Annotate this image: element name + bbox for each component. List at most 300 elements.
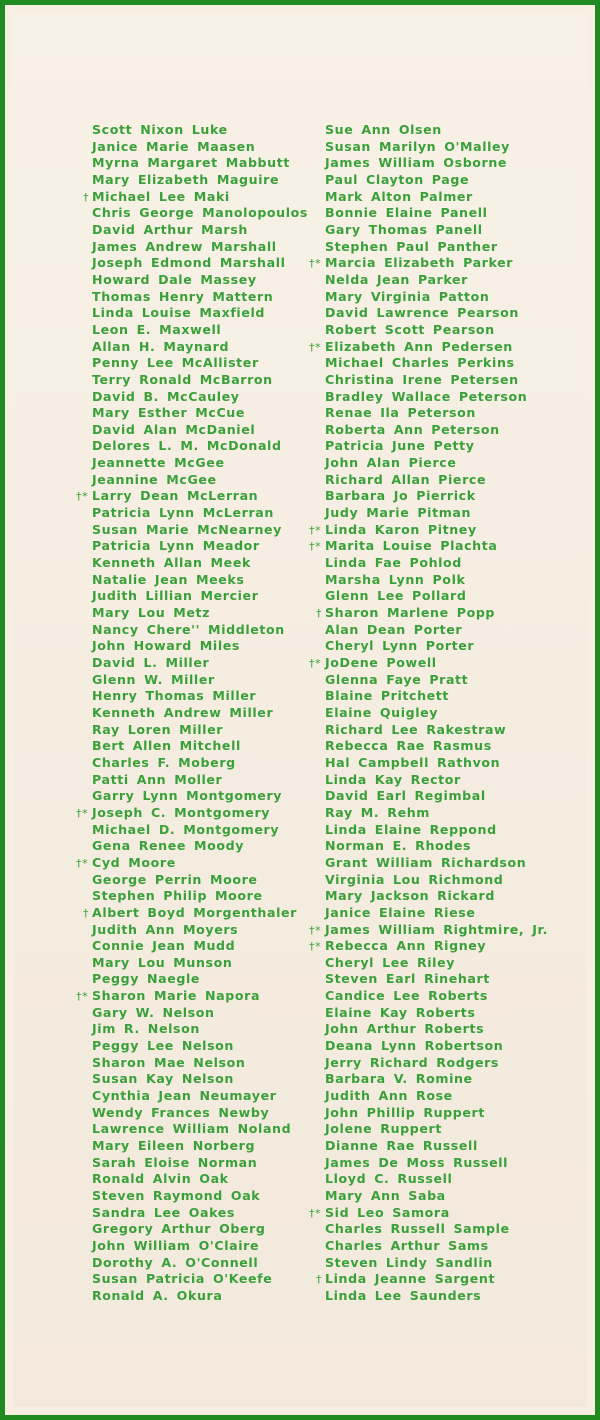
person-name: Connie Jean Mudd: [92, 938, 236, 954]
person-name: Natalie Jean Meeks: [92, 571, 245, 587]
person-name: Marsha Lynn Polk: [325, 571, 466, 587]
name-entry: [92, 1221, 308, 1238]
person-name: Glenna Faye Pratt: [325, 671, 469, 687]
name-list-left: [76, 122, 309, 1305]
name-entry: [92, 588, 308, 605]
person-name: Cyd Moore: [92, 854, 176, 870]
name-entry: [92, 605, 308, 622]
person-name: Albert Boyd Morgenthaler: [92, 904, 297, 920]
name-entry: [325, 988, 548, 1005]
name-entry: [325, 738, 548, 755]
name-entry: [325, 1138, 548, 1155]
name-entry: [325, 222, 548, 239]
person-name: David B. McCauley: [92, 388, 240, 404]
person-name: Kenneth Allan Meek: [92, 555, 251, 571]
person-name: Deana Lynn Robertson: [325, 1038, 504, 1054]
name-entry: [92, 1038, 308, 1055]
person-name: James William Osborne: [325, 155, 508, 171]
name-entry: [325, 971, 548, 988]
name-entry: [325, 1171, 548, 1188]
person-name: Paul Clayton Page: [325, 171, 470, 187]
person-name: Michael D. Montgomery: [92, 821, 280, 837]
name-entry: [92, 538, 308, 555]
name-entry: [325, 505, 548, 522]
name-entry: [92, 372, 308, 389]
person-name: Linda Elaine Reppond: [325, 821, 497, 837]
name-entry: [325, 755, 548, 772]
name-entry: [309, 521, 548, 539]
person-name: James Andrew Marshall: [92, 238, 277, 254]
person-name: Cynthia Jean Neumayer: [92, 1088, 277, 1104]
person-name: Elaine Quigley: [325, 704, 439, 720]
person-name: Joseph Edmond Marshall: [92, 255, 286, 271]
name-entry: [92, 555, 308, 572]
name-entry: [83, 188, 308, 206]
person-name: Patricia June Petty: [325, 438, 475, 454]
name-entry: [92, 205, 308, 222]
name-entry: [325, 1105, 548, 1122]
person-name: Nancy Chere'' Middleton: [92, 621, 285, 637]
name-entry: [92, 1288, 308, 1305]
honor-marker: †*: [309, 940, 322, 954]
person-name: Patti Ann Moller: [92, 771, 223, 787]
person-name: Gregory Arthur Oberg: [92, 1221, 266, 1237]
name-entry: [309, 1204, 548, 1222]
person-name: Ronald Alvin Oak: [92, 1171, 229, 1187]
name-entry: [325, 1055, 548, 1072]
person-name: Linda Kay Rector: [325, 771, 461, 787]
name-entry: [92, 1188, 308, 1205]
person-name: Michael Lee Maki: [92, 188, 230, 204]
person-name: Charles F. Moberg: [92, 754, 236, 770]
person-name: Glenn Lee Pollard: [325, 588, 467, 604]
honor-marker: †*: [309, 540, 322, 554]
name-entry: [325, 855, 548, 872]
person-name: George Perrin Moore: [92, 871, 258, 887]
name-entry: [325, 955, 548, 972]
name-entry: [92, 1088, 308, 1105]
person-name: Hal Campbell Rathvon: [325, 754, 501, 770]
name-entry: [92, 1138, 308, 1155]
name-entry: [92, 1055, 308, 1072]
person-name: John William O'Claire: [92, 1237, 260, 1253]
name-entry: [92, 888, 308, 905]
person-name: Gary W. Nelson: [92, 1004, 215, 1020]
honor-marker: †*: [76, 806, 89, 820]
person-name: Peggy Naegle: [92, 971, 201, 987]
name-entry: [325, 488, 548, 505]
name-entry: [92, 822, 308, 839]
name-entry: [325, 622, 548, 639]
person-name: Penny Lee McAllister: [92, 355, 259, 371]
person-name: Jeannette McGee: [92, 455, 225, 471]
honor-marker: †*: [309, 1206, 322, 1220]
person-name: Marcia Elizabeth Parker: [325, 255, 514, 271]
person-name: Virginia Lou Richmond: [325, 871, 504, 887]
name-entry: [325, 405, 548, 422]
name-entry: [325, 805, 548, 822]
name-entry: [325, 272, 548, 289]
name-entry: [325, 1088, 548, 1105]
person-name: JoDene Powell: [325, 655, 437, 670]
name-entry: [325, 1221, 548, 1238]
person-name: Rebecca Ann Rigney: [325, 938, 487, 954]
person-name: Susan Kay Nelson: [92, 1071, 234, 1087]
person-name: Ronald A. Okura: [92, 1287, 223, 1303]
person-name: David Lawrence Pearson: [325, 305, 519, 321]
person-name: David L. Miller: [92, 655, 210, 670]
name-entry: [92, 738, 308, 755]
person-name: James De Moss Russell: [325, 1154, 509, 1170]
person-name: Mary Virginia Patton: [325, 288, 490, 304]
name-entry: [325, 189, 548, 206]
name-entry: [325, 888, 548, 905]
person-name: Sarah Eloise Norman: [92, 1154, 258, 1170]
name-entry: [92, 1271, 308, 1288]
name-entry: [325, 422, 548, 439]
name-entry: [92, 772, 308, 789]
name-entry: [325, 1071, 548, 1088]
person-name: Sharon Marie Napora: [92, 988, 261, 1004]
honor-marker: †: [83, 190, 90, 204]
person-name: Wendy Frances Newby: [92, 1104, 270, 1120]
name-entry: [92, 622, 308, 639]
name-entry: [325, 122, 548, 139]
person-name: Chris George Manolopoulos: [92, 205, 309, 221]
name-entry: [92, 289, 308, 306]
person-name: Steven Lindy Sandlin: [325, 1254, 493, 1270]
name-entry: [325, 1238, 548, 1255]
person-name: John Phillip Ruppert: [325, 1104, 485, 1120]
person-name: Elizabeth Ann Pedersen: [325, 338, 513, 354]
person-name: Mary Eileen Norberg: [92, 1138, 256, 1154]
name-entry: [92, 389, 308, 406]
name-entry: [309, 255, 548, 272]
name-entry: [325, 688, 548, 705]
person-name: Scott Nixon Luke: [92, 122, 228, 137]
person-name: Linda Jeanne Sargent: [325, 1271, 496, 1287]
person-name: Mary Ann Saba: [325, 1188, 446, 1203]
person-name: Linda Fae Pohlod: [325, 555, 462, 571]
name-entry: [92, 272, 308, 289]
person-name: Nelda Jean Parker: [325, 271, 468, 287]
person-name: Garry Lynn Montgomery: [92, 788, 283, 804]
name-entry: [325, 638, 548, 655]
honor-marker: †*: [309, 523, 322, 537]
name-entry: [92, 1005, 308, 1022]
person-name: Robert Scott Pearson: [325, 321, 495, 337]
person-name: Sue Ann Olsen: [325, 122, 442, 137]
person-name: Joseph C. Montgomery: [92, 804, 271, 820]
name-entry: [92, 139, 308, 156]
name-entry: [92, 438, 308, 455]
name-entry: [325, 289, 548, 306]
person-name: Kenneth Andrew Miller: [92, 704, 274, 720]
name-entry: [325, 772, 548, 789]
name-entry: [325, 1255, 548, 1272]
person-name: Jolene Ruppert: [325, 1121, 442, 1137]
name-entry: [325, 172, 548, 189]
person-name: Myrna Margaret Mabbutt: [92, 155, 290, 171]
name-entry: [325, 722, 548, 739]
person-name: Bradley Wallace Peterson: [325, 388, 528, 404]
person-name: Christina Irene Petersen: [325, 371, 519, 387]
person-name: Michael Charles Perkins: [325, 355, 515, 371]
person-name: Terry Ronald McBarron: [92, 371, 273, 387]
name-entry: [76, 804, 308, 822]
person-name: Mary Jackson Rickard: [325, 888, 495, 904]
name-entry: [92, 572, 308, 589]
name-entry: [325, 838, 548, 855]
name-entry: [92, 1205, 308, 1222]
name-entry: [92, 688, 308, 705]
person-name: Gena Renee Moody: [92, 838, 245, 854]
person-name: Renae Ila Peterson: [325, 405, 476, 421]
honor-marker: †*: [309, 340, 322, 354]
name-entry: [325, 822, 548, 839]
name-entry: [309, 655, 548, 672]
person-name: Leon E. Maxwell: [92, 321, 222, 337]
person-name: Charles Arthur Sams: [325, 1237, 489, 1253]
person-name: Sandra Lee Oakes: [92, 1204, 236, 1220]
person-name: Susan Patricia O'Keefe: [92, 1271, 273, 1287]
name-entry: [325, 872, 548, 889]
person-name: Mary Elizabeth Maguire: [92, 171, 280, 187]
name-entry: [92, 1071, 308, 1088]
person-name: David Earl Regimbal: [325, 788, 486, 804]
person-name: Dianne Rae Russell: [325, 1138, 478, 1154]
person-name: John Arthur Roberts: [325, 1021, 485, 1037]
name-entry: [92, 505, 308, 522]
person-name: Dorothy A. O'Connell: [92, 1254, 259, 1270]
person-name: Richard Lee Rakestraw: [325, 721, 507, 737]
name-entry: [325, 239, 548, 256]
name-entry: [92, 722, 308, 739]
name-entry: [325, 1155, 548, 1172]
name-entry: [92, 838, 308, 855]
person-name: Barbara V. Romine: [325, 1071, 473, 1087]
name-entry: [325, 672, 548, 689]
name-entry: [325, 1121, 548, 1138]
person-name: Judith Ann Moyers: [92, 921, 239, 937]
name-entry: [92, 1121, 308, 1138]
name-entry: [92, 655, 308, 672]
name-entry: [325, 705, 548, 722]
name-entry: [92, 422, 308, 439]
person-name: Cheryl Lee Riley: [325, 954, 456, 970]
name-entry: [92, 672, 308, 689]
name-entry: [92, 1021, 308, 1038]
person-name: Gary Thomas Panell: [325, 221, 483, 237]
name-entry: [92, 705, 308, 722]
person-name: John Alan Pierce: [325, 455, 457, 471]
person-name: Allan H. Maynard: [92, 338, 230, 354]
name-entry: [92, 405, 308, 422]
person-name: Ray Loren Miller: [92, 721, 224, 737]
name-entry: [92, 938, 308, 955]
name-entry: [92, 355, 308, 372]
name-entry: [325, 139, 548, 156]
name-entry: [309, 921, 548, 939]
person-name: Stephen Paul Panther: [325, 238, 498, 254]
name-entry: [325, 372, 548, 389]
honor-marker: †*: [76, 490, 89, 504]
person-name: Sid Leo Samora: [325, 1204, 450, 1220]
person-name: David Alan McDaniel: [92, 421, 256, 437]
name-entry: [92, 522, 308, 539]
name-entry: [92, 1238, 308, 1255]
person-name: Marita Louise Plachta: [325, 538, 498, 554]
person-name: Steven Earl Rinehart: [325, 971, 490, 987]
honor-marker: †*: [76, 856, 89, 870]
name-entry: [309, 538, 548, 555]
person-name: Norman E. Rhodes: [325, 838, 472, 854]
name-entry: [309, 338, 548, 356]
person-name: Thomas Henry Mattern: [92, 288, 274, 304]
name-entry: [92, 155, 308, 172]
name-entry: [325, 555, 548, 572]
person-name: Charles Russell Sample: [325, 1221, 510, 1237]
person-name: Cheryl Lynn Porter: [325, 638, 475, 654]
name-entry: [92, 1171, 308, 1188]
person-name: Linda Louise Maxfield: [92, 305, 266, 321]
person-name: James William Rightmire, Jr.: [325, 921, 548, 937]
person-name: Stephen Philip Moore: [92, 888, 263, 904]
name-entry: [325, 588, 548, 605]
name-entry: [76, 854, 308, 872]
name-entry: [325, 355, 548, 372]
person-name: Susan Marilyn O'Malley: [325, 138, 510, 154]
name-entry: [325, 1021, 548, 1038]
name-entry: [92, 122, 308, 139]
name-entry: [325, 1005, 548, 1022]
name-entry: [92, 922, 308, 939]
name-entry: [92, 1155, 308, 1172]
name-entry: [325, 438, 548, 455]
person-name: Blaine Pritchett: [325, 688, 450, 704]
name-entry: [92, 255, 308, 272]
name-entry: [325, 905, 548, 922]
person-name: Lawrence William Noland: [92, 1121, 292, 1137]
name-entry: [325, 788, 548, 805]
name-entry: [92, 305, 308, 322]
person-name: Linda Lee Saunders: [325, 1287, 482, 1303]
name-entry: [92, 239, 308, 256]
name-entry: [309, 938, 548, 955]
person-name: Henry Thomas Miller: [92, 688, 257, 704]
person-name: John Howard Miles: [92, 638, 240, 654]
person-name: Grant William Richardson: [325, 854, 527, 870]
name-entry: [325, 305, 548, 322]
name-entry: [92, 339, 308, 356]
person-name: Jeannine McGee: [92, 471, 217, 487]
person-name: David Arthur Marsh: [92, 221, 248, 237]
name-list-right: [309, 122, 548, 1305]
name-entry: [76, 988, 308, 1005]
honor-marker: †: [83, 906, 90, 920]
person-name: Mary Esther McCue: [92, 405, 246, 421]
person-name: Patricia Lynn McLerran: [92, 505, 274, 521]
person-name: Ray M. Rehm: [325, 804, 431, 820]
name-entry: [325, 389, 548, 406]
honor-marker: †: [316, 607, 323, 621]
honor-marker: †*: [309, 923, 322, 937]
person-name: Larry Dean McLerran: [92, 488, 259, 504]
roster-page: [13, 13, 587, 1407]
person-name: Judith Lillian Mercier: [92, 588, 259, 604]
person-name: Howard Dale Massey: [92, 271, 257, 287]
person-name: Sharon Mae Nelson: [92, 1054, 246, 1070]
name-entry: [92, 755, 308, 772]
person-name: Peggy Lee Nelson: [92, 1038, 234, 1054]
name-entry: [92, 222, 308, 239]
name-entry: [325, 205, 548, 222]
name-entry: [92, 638, 308, 655]
name-entry: [325, 1288, 548, 1305]
name-entry: [316, 605, 548, 622]
person-name: Mary Lou Metz: [92, 605, 211, 621]
person-name: Rebecca Rae Rasmus: [325, 738, 492, 754]
person-name: Richard Allan Pierce: [325, 471, 487, 487]
name-entry: [76, 488, 308, 505]
honor-marker: †*: [76, 990, 89, 1004]
name-entry: [325, 322, 548, 339]
name-entry: [92, 455, 308, 472]
person-name: Judith Ann Rose: [325, 1088, 453, 1104]
name-entry: [92, 322, 308, 339]
name-entry: [325, 572, 548, 589]
honor-marker: †: [316, 1273, 323, 1287]
honor-marker: †*: [309, 257, 322, 271]
person-name: Mary Lou Munson: [92, 954, 233, 970]
name-entry: [325, 472, 548, 489]
person-name: Barbara Jo Pierrick: [325, 488, 476, 504]
name-entry: [92, 955, 308, 972]
person-name: Janice Marie Maasen: [92, 138, 256, 154]
name-entry: [325, 1038, 548, 1055]
person-name: Steven Raymond Oak: [92, 1188, 261, 1203]
person-name: Bert Allen Mitchell: [92, 738, 241, 754]
person-name: Jim R. Nelson: [92, 1021, 200, 1037]
person-name: Alan Dean Porter: [325, 621, 463, 637]
name-entry: [92, 472, 308, 489]
person-name: Glenn W. Miller: [92, 671, 215, 687]
person-name: Patricia Lynn Meador: [92, 538, 260, 554]
person-name: Candice Lee Roberts: [325, 988, 488, 1004]
honor-marker: †*: [309, 657, 322, 670]
name-entry: [325, 1188, 548, 1205]
person-name: Janice Elaine Riese: [325, 904, 476, 920]
person-name: Susan Marie McNearney: [92, 521, 282, 537]
person-name: Mark Alton Palmer: [325, 188, 473, 204]
name-entry: [92, 172, 308, 189]
name-entry: [92, 872, 308, 889]
person-name: Elaine Kay Roberts: [325, 1004, 476, 1020]
person-name: Bonnie Elaine Panell: [325, 205, 488, 221]
person-name: Lloyd C. Russell: [325, 1171, 453, 1187]
name-entry: [316, 1271, 548, 1288]
name-entry: [92, 1105, 308, 1122]
person-name: Roberta Ann Peterson: [325, 421, 500, 437]
name-entry: [92, 788, 308, 805]
name-entry: [92, 1255, 308, 1272]
person-name: Judy Marie Pitman: [325, 505, 472, 521]
person-name: Jerry Richard Rodgers: [325, 1054, 500, 1070]
person-name: Linda Karon Pitney: [325, 521, 477, 537]
name-entry: [325, 455, 548, 472]
name-entry: [83, 904, 308, 922]
name-entry: [92, 971, 308, 988]
